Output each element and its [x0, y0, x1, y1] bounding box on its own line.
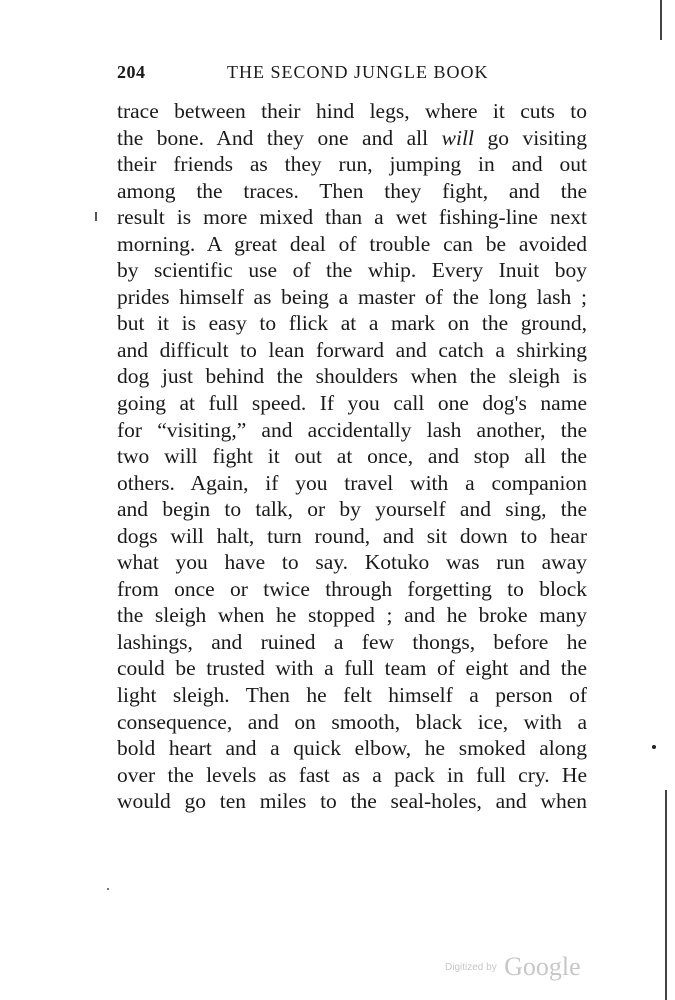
page-edge-line [665, 790, 667, 1000]
text-line: for “visiting,” and accidentally lash another, the [117, 417, 587, 442]
text-line: two will fight it out at once, and stop all the [117, 444, 587, 469]
watermark-small-text: Digitized by [445, 961, 497, 973]
text-line: their friends as they run, jumping in and out [117, 152, 587, 177]
google-logo: Google [504, 952, 581, 981]
text-line: consequence, and on smooth, black ice, with a [117, 709, 587, 734]
text-line-end: go visiting [473, 125, 588, 150]
text-line [117, 125, 587, 152]
running-title: THE SECOND JUNGLE BOOK [227, 62, 489, 82]
text-line: would go ten miles to the seal-holes, and when [117, 789, 587, 814]
text-line: lashings, and ruined a few thongs, before he [117, 629, 587, 654]
text-line: dog just behind the shoulders when the sleigh is [117, 364, 587, 389]
running-head [117, 62, 587, 86]
page-number: 204 [117, 62, 146, 82]
page-edge-line [660, 0, 662, 40]
text-line: could be trusted with a full team of eight and the [117, 656, 587, 681]
scan-speck [652, 745, 656, 749]
text-line: among the traces. Then they fight, and the [117, 178, 587, 203]
text-line: going at full speed. If you call one dog's name [117, 391, 587, 416]
italic-word: will [441, 125, 474, 150]
text-line: prides himself as being a master of the long lash ; [117, 284, 587, 309]
text-line: the sleigh when he stopped ; and he broke many [117, 603, 587, 628]
text-line: bold heart and a quick elbow, he smoked along [117, 736, 587, 761]
margin-mark [95, 212, 97, 221]
text-line: by scientific use of the whip. Every Inuit boy [117, 258, 587, 283]
text-line: light sleigh. Then he felt himself a person of [117, 683, 587, 708]
text-line: trace between their hind legs, where it cuts to [117, 99, 587, 123]
text-line: morning. A great deal of trouble can be avoided [117, 231, 587, 256]
text-line: dogs will halt, turn round, and sit down to hear [117, 523, 587, 548]
text-line: from once or twice through forgetting to block [117, 576, 587, 601]
scan-speck [107, 888, 109, 890]
text-line: but it is easy to flick at a mark on the ground, [117, 311, 587, 336]
text-line: and difficult to lean forward and catch a shirking [117, 337, 587, 362]
text-line-start: the bone. And they one and all [117, 125, 429, 150]
body-text [117, 98, 587, 815]
text-line: what you have to say. Kotuko was run away [117, 550, 587, 575]
text-line: result is more mixed than a wet fishing-line next [117, 205, 587, 230]
text-line: others. Again, if you travel with a companion [117, 470, 587, 495]
text-line: over the levels as fast as a pack in full cry. He [117, 762, 587, 787]
digitized-watermark [445, 952, 581, 982]
text-line: and begin to talk, or by yourself and sing, the [117, 497, 587, 522]
